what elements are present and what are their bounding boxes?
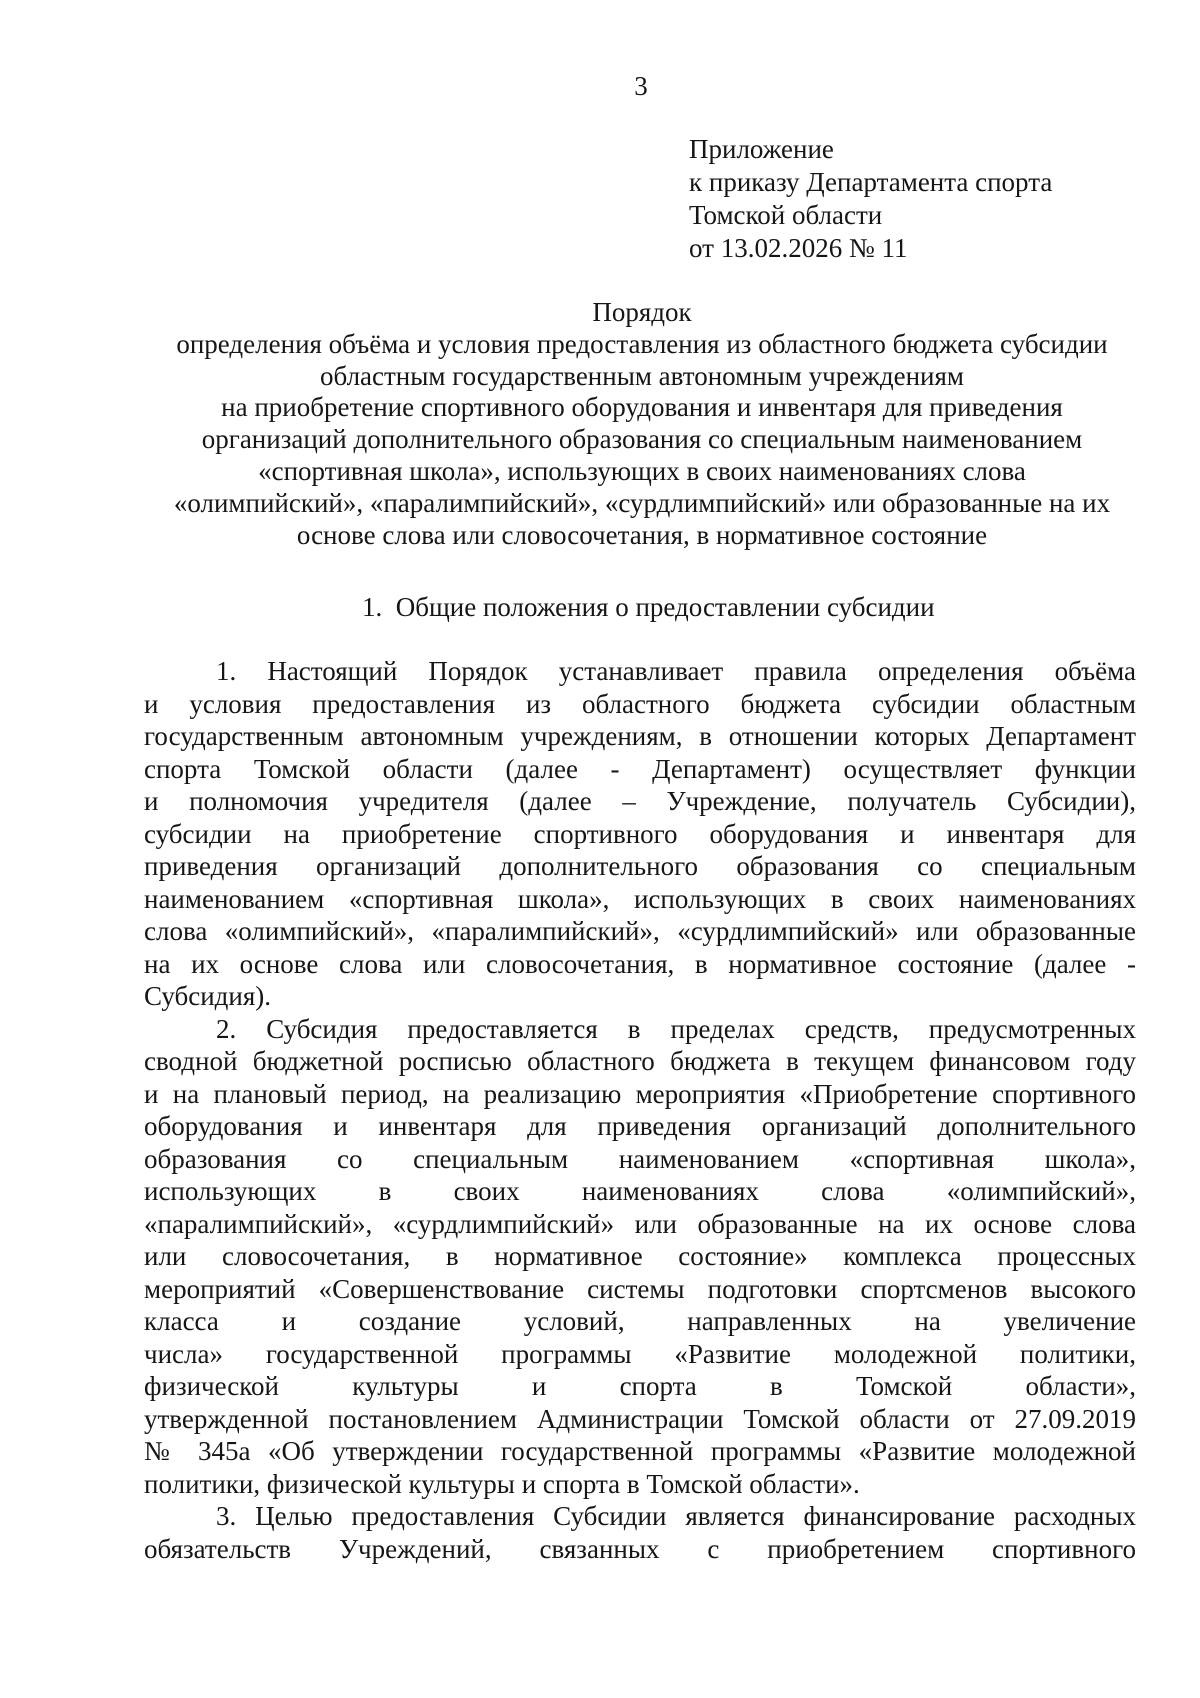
body-text <box>144 655 1136 1565</box>
paragraph-2 <box>144 1013 1136 1501</box>
title-line: «олимпийский», «паралимпийский», «сурдлимпийский» или образованные на их <box>173 487 1111 518</box>
text-line: слова «олимпийский», «паралимпийский», «сурдлимпийский» или образованные <box>144 916 1136 946</box>
section-heading <box>362 591 935 623</box>
section-number: 1. <box>362 592 383 622</box>
text-line: утвержденной постановлением Администрации Томской области от 27.09.2019 <box>144 1403 1136 1434</box>
text-line: политики, физической культуры и спорта в Томской области». <box>144 1468 860 1499</box>
text-line: образования со специальным наименованием «спортивная школа», <box>144 1143 1136 1174</box>
text-line: субсидии на приобретение спортивного оборудования и инвентаря для <box>144 818 1136 849</box>
appendix-line: Приложение <box>689 134 834 164</box>
text-line: 2. Субсидия предоставляется в пределах средств, предусмотренных <box>216 1013 1136 1044</box>
text-line: сводной бюджетной росписью областного бюджета в текущем финансовом году <box>144 1046 1136 1076</box>
text-line: «паралимпийский», «сурдлимпийский» или образованные на их основе слова <box>144 1208 1136 1239</box>
text-line: № 345а «Об утверждении государственной программы «Развитие молодежной <box>144 1436 1136 1466</box>
text-line: 1. Настоящий Порядок устанавливает правила определения объёма <box>216 656 1136 686</box>
text-line: и полномочия учредителя (далее – Учреждение, получатель Субсидии), <box>144 786 1136 816</box>
appendix-line: к приказу Департамента спорта <box>689 167 1053 197</box>
title-line: на приобретение спортивного оборудования и инвентаря для приведения <box>221 392 1063 423</box>
text-line: Субсидия). <box>144 981 271 1011</box>
paragraph-1 <box>144 655 1136 1013</box>
page-number: 3 <box>634 71 648 101</box>
text-line: наименованием «спортивная школа», использующих в своих наименованиях <box>144 883 1136 914</box>
text-line: мероприятий «Совершенствование системы подготовки спортсменов высокого <box>144 1273 1136 1304</box>
appendix-line: от 13.02.2026 № 11 <box>689 233 908 263</box>
document-title <box>131 297 1153 551</box>
text-line: или словосочетания, в нормативное состояние» комплекса процессных <box>144 1241 1136 1271</box>
text-line: государственным автономным учреждениям, в отношении которых Департамент <box>144 721 1136 751</box>
text-line: приведения организаций дополнительного образования со специальным <box>144 851 1136 881</box>
text-line: обязательств Учреждений, связанных с приобретением спортивного <box>144 1533 1136 1564</box>
text-line: класса и создание условий, направленных на увеличение <box>144 1306 1136 1336</box>
title-line: областным государственным автономным учреждениям <box>320 360 964 391</box>
text-line: числа» государственной программы «Развитие молодежной политики, <box>144 1338 1136 1369</box>
text-line: оборудования и инвентаря для приведения организаций дополнительного <box>144 1111 1136 1141</box>
text-line: спорта Томской области (далее - Департамент) осуществляет функции <box>144 753 1136 784</box>
text-line: 3. Целью предоставления Субсидии является финансирование расходных <box>216 1501 1136 1531</box>
title-line: основе слова или словосочетания, в нормативное состояние <box>296 519 988 550</box>
title-heading: Порядок <box>592 297 692 327</box>
paragraph-3 <box>144 1500 1136 1565</box>
text-line: и условия предоставления из областного бюджета субсидии областным <box>144 688 1136 719</box>
title-line: организаций дополнительного образования со специальным наименованием <box>201 424 1083 455</box>
text-line: и на плановый период, на реализацию мероприятия «Приобретение спортивного <box>144 1078 1136 1109</box>
appendix-line: Томской области <box>689 200 883 230</box>
text-line: на их основе слова или словосочетания, в нормативное состояние (далее - <box>144 948 1136 979</box>
title-line: определения объёма и условия предоставления из областного бюджета субсидии <box>176 328 1108 359</box>
text-line: использующих в своих наименованиях слова «олимпийский», <box>144 1176 1136 1206</box>
title-line: «спортивная школа», использующих в своих наименованиях слова <box>258 455 1026 486</box>
text-line: физической культуры и спорта в Томской области», <box>144 1371 1136 1401</box>
appendix-block <box>689 133 1052 265</box>
section-title: Общие положения о предоставлении субсидии <box>395 592 935 622</box>
